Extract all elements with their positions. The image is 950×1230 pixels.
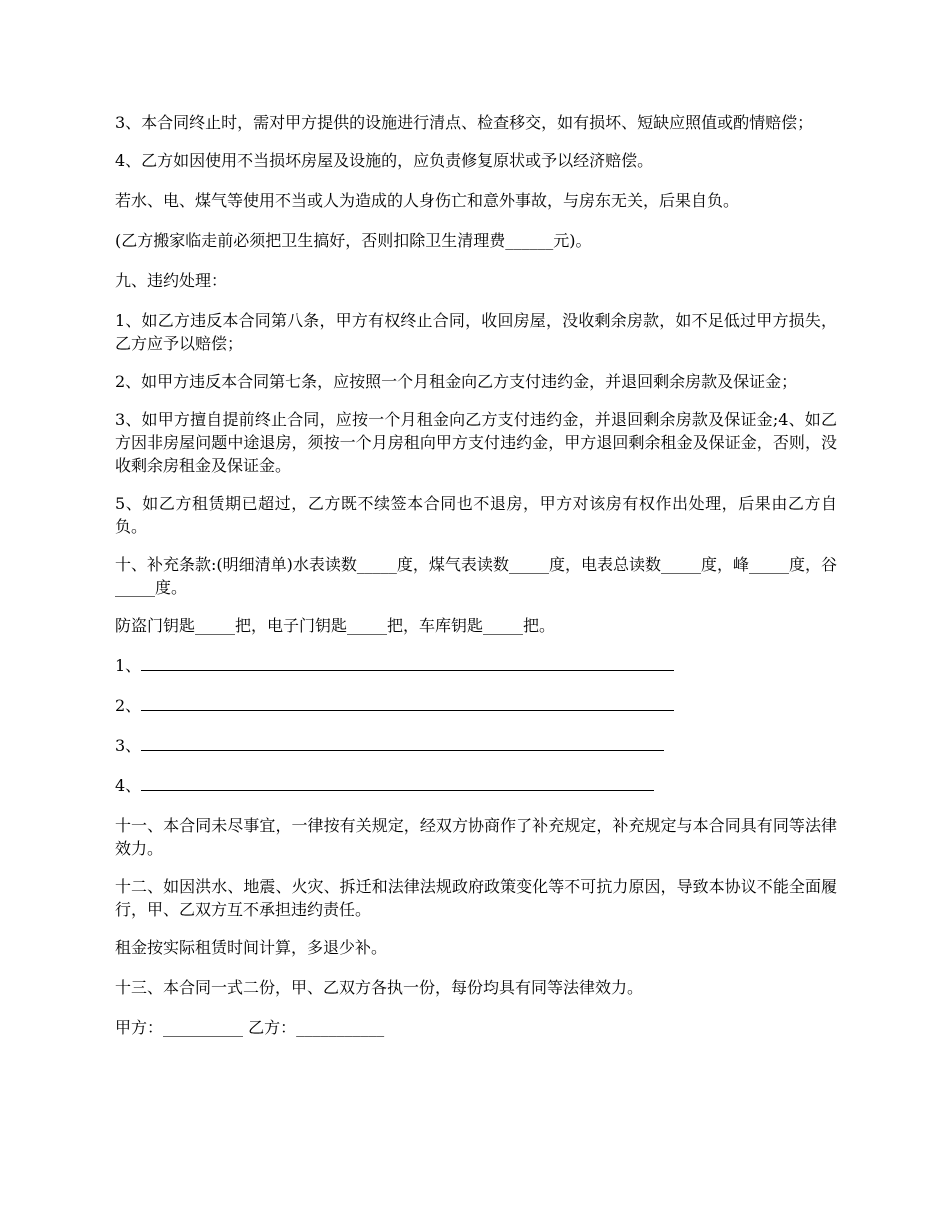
- section-13: 十三、本合同一式二份，甲、乙双方各执一份，每份均具有同等法律效力。: [115, 978, 644, 997]
- blank-rule: [141, 709, 674, 711]
- section-12: 十二、如因洪水、地震、火灾、拆迁和法律法规政府政策变化等不可抗力原因，导致本协议不能全面履行，甲、乙双方互不承担违约责任。: [115, 877, 837, 919]
- clause-9-1: 1、如乙方违反本合同第八条，甲方有权终止合同，收回房屋，没收剩余房款，如不足低过甲方损失，乙方应予以赔偿；: [115, 311, 837, 353]
- section-10-supplement: 十、补充条款:(明细清单)水表读数_____度，煤气表读数_____度，电表总读数_____度，峰_____度，谷_____度。: [115, 555, 837, 597]
- blank-item-3: [115, 734, 837, 757]
- keys-count: 防盗门钥匙_____把，电子门钥匙_____把，车库钥匙_____把。: [115, 616, 556, 635]
- clause-8-4: 4、乙方如因使用不当损坏房屋及设施的，应负责修复原状或予以经济赔偿。: [115, 151, 654, 170]
- clause-8-3: 3、本合同终止时，需对甲方提供的设施进行清点、检查移交，如有损坏、短缺应照值或酌情赔偿；: [115, 113, 814, 132]
- clause-9-2: 2、如甲方违反本合同第七条，应按照一个月租金向乙方支付违约金，并退回剩余房款及保证金；: [115, 372, 798, 391]
- blank-item-1: [115, 654, 837, 677]
- section-9-heading: 九、违约处理：: [115, 271, 228, 290]
- signature-line: 甲方：__________ 乙方：___________: [115, 1018, 385, 1037]
- blank-item-label: 3、: [115, 736, 142, 755]
- rent-settlement-note: 租金按实际租赁时间计算，多退少补。: [115, 938, 388, 957]
- cleaning-fee-note: (乙方搬家临走前必须把卫生搞好，否则扣除卫生清理费______元)。: [115, 231, 592, 250]
- blank-rule: [141, 789, 654, 791]
- blank-item-4: [115, 774, 837, 797]
- blank-item-2: [115, 694, 837, 717]
- blank-item-label: 1、: [115, 656, 142, 675]
- liability-note: 若水、电、煤气等使用不当或人为造成的人身伤亡和意外事故，与房东无关，后果自负。: [115, 191, 740, 210]
- clause-9-5: 5、如乙方租赁期已超过，乙方既不续签本合同也不退房，甲方对该房有权作出处理，后果由乙方自负。: [115, 494, 837, 536]
- section-11: 十一、本合同未尽事宜，一律按有关规定，经双方协商作了补充规定，补充规定与本合同具有同等法律效力。: [115, 816, 837, 858]
- document-page: [115, 111, 837, 1056]
- blank-rule: [141, 669, 674, 671]
- blank-item-label: 4、: [115, 776, 142, 795]
- clause-9-3: 3、如甲方擅自提前终止合同，应按一个月租金向乙方支付违约金，并退回剩余房款及保证金;4、如乙方因非房屋问题中途退房，须按一个月房租向甲方支付违约金，甲方退回剩余租金及保证金，否则，没收剩余房租金及保证金。: [115, 410, 837, 475]
- blank-item-label: 2、: [115, 696, 142, 715]
- blank-rule: [141, 749, 664, 751]
